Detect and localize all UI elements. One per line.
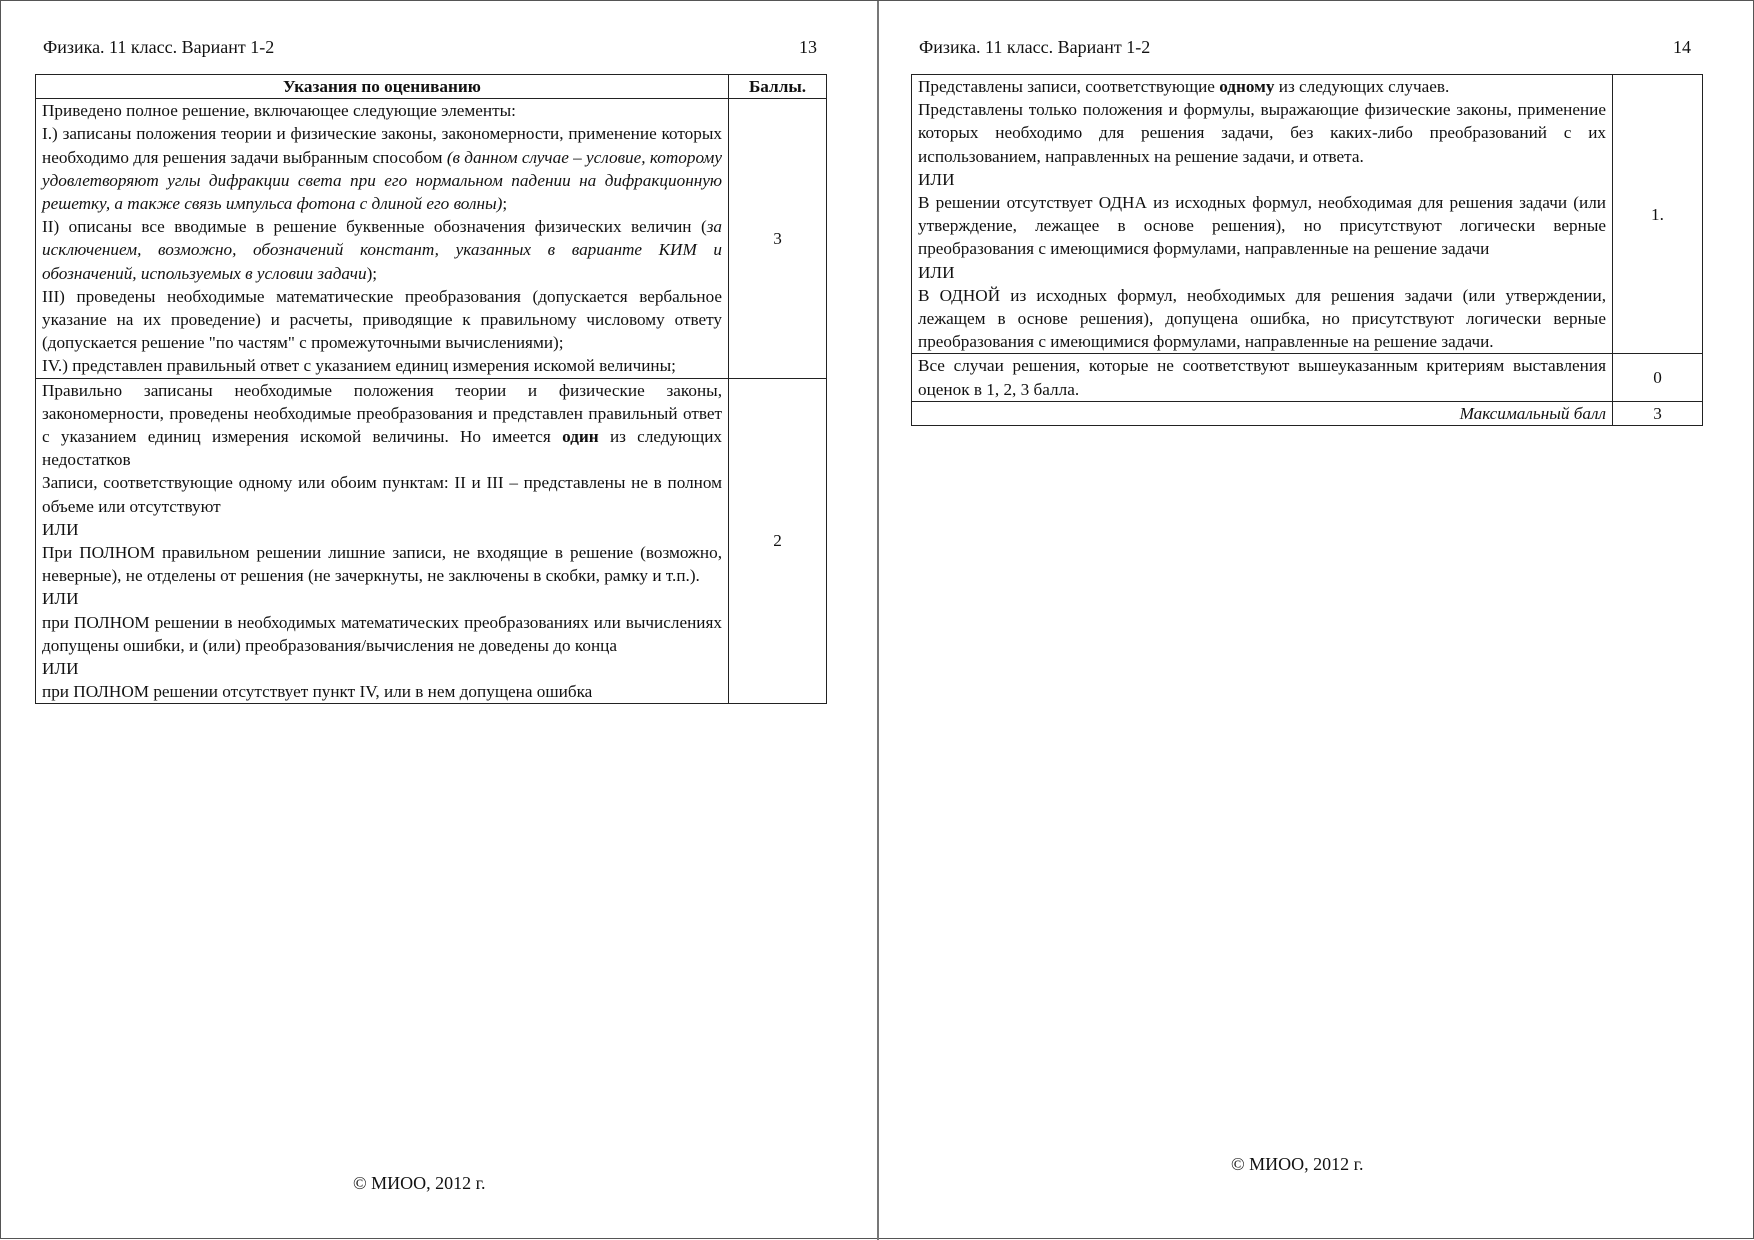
page-number: 13 [799,37,817,57]
max-score-label: Максимальный балл [912,401,1613,425]
left-page [1,1,877,1240]
score-cell: 1. [1613,75,1703,354]
table-row [36,99,827,378]
criteria-cell: Все случаи решения, которые не соответствуют вышеуказанным критериям выставления оценок в 1, 2, 3 балла. [912,354,1613,401]
max-score-row [912,401,1703,425]
criteria-text: Записи, соответствующие одному или обоим пунктам: II и III – представлены не в полном объеме или отсутствуют [42,473,722,516]
or-separator: ИЛИ [42,519,79,539]
or-separator: ИЛИ [918,262,955,282]
page-header-title: Физика. 11 класс. Вариант 1-2 [43,37,275,57]
criteria-item: III) проведены необходимые математические преобразования (допускается вербальное указание на их проведение) и расчеты, приводящие к правильному числовому ответу (допускается решение "по частям" с промежуточными вычислениями); [42,286,722,353]
right-page [879,1,1754,1240]
grading-table [35,74,827,704]
or-separator: ИЛИ [42,589,79,609]
table-row [36,378,827,704]
criteria-text: при ПОЛНОМ решении отсутствует пункт IV, или в нем допущена ошибка [42,682,593,702]
criteria-text: Приведено полное решение, включающее следующие элементы: [42,101,516,121]
criteria-text: Представлены записи, соответствующие одному из следующих случаев. [918,77,1450,96]
criteria-cell [36,378,729,704]
score-cell: 0 [1613,354,1703,401]
or-separator: ИЛИ [918,169,955,189]
or-separator: ИЛИ [42,659,79,679]
table-row [912,354,1703,401]
criteria-text: Правильно записаны необходимые положения теории и физические законы, закономерности, проведены необходимые преобразования и представлен правильный ответ с указанием единиц измерения искомой величины. Но имеется один из следующих недостатков [42,380,723,470]
score-cell: 2 [729,378,827,704]
score-cell: 3 [729,99,827,378]
criteria-text: В решении отсутствует ОДНА из исходных формул, необходимая для решения задачи (или утверждение, лежащее в основе решения), но присутствуют логически верные преобразования с имеющимися формулами, направленные на решение задачи [918,193,1606,259]
page-header-title: Физика. 11 класс. Вариант 1-2 [919,37,1151,57]
table-header-row [36,75,827,99]
criteria-text: Представлены только положения и формулы, выражающие физические законы, применение которых необходимо для решения задачи, без каких-либо преобразований с их использованием, направленных на решение задачи, и ответа. [918,100,1606,166]
page-number: 14 [1673,37,1691,57]
criteria-item: IV.) представлен правильный ответ с указанием единиц измерения искомой величины; [42,356,676,376]
criteria-cell [912,75,1613,354]
criteria-cell [36,99,729,378]
score-column-header: Баллы. [729,75,827,99]
max-score-value: 3 [1613,401,1703,425]
page-footer: © МИОО, 2012 г. [1231,1154,1364,1174]
table-row [912,75,1703,354]
criteria-item: II) описаны все вводимые в решение буквенные обозначения физических величин (за исключением, возможно, обозначений констант, указанных в варианте КИМ и обозначений, используемых в условии задачи); [42,217,722,283]
criteria-column-header: Указания по оцениванию [36,75,729,99]
criteria-item: I.) записаны положения теории и физические законы, закономерности, применение которых необходимо для решения задачи выбранным способом (в данном случае – условие, которому удовлетворяют углы дифракции света при его нормальном падении на дифракционную решетку, а также связь импульса фотона с длиной его волны); [42,124,722,214]
criteria-text: При ПОЛНОМ правильном решении лишние записи, не входящие в решение (возможно, неверные), не отделены от решения (не зачеркнуты, не заключены в скобки, рамку и т.п.). [42,543,722,586]
grading-table-continued [911,74,1703,426]
criteria-text: при ПОЛНОМ решении в необходимых математических преобразованиях или вычислениях допущены ошибки, и (или) преобразования/вычисления не доведены до конца [42,612,722,655]
page-footer: © МИОО, 2012 г. [353,1173,486,1193]
criteria-text: В ОДНОЙ из исходных формул, необходимых для решения задачи (или утверждении, лежащем в основе решения), допущена ошибка, но присутствуют логически верные преобразования с имеющимися формулами, направленные на решение задачи. [918,285,1606,352]
